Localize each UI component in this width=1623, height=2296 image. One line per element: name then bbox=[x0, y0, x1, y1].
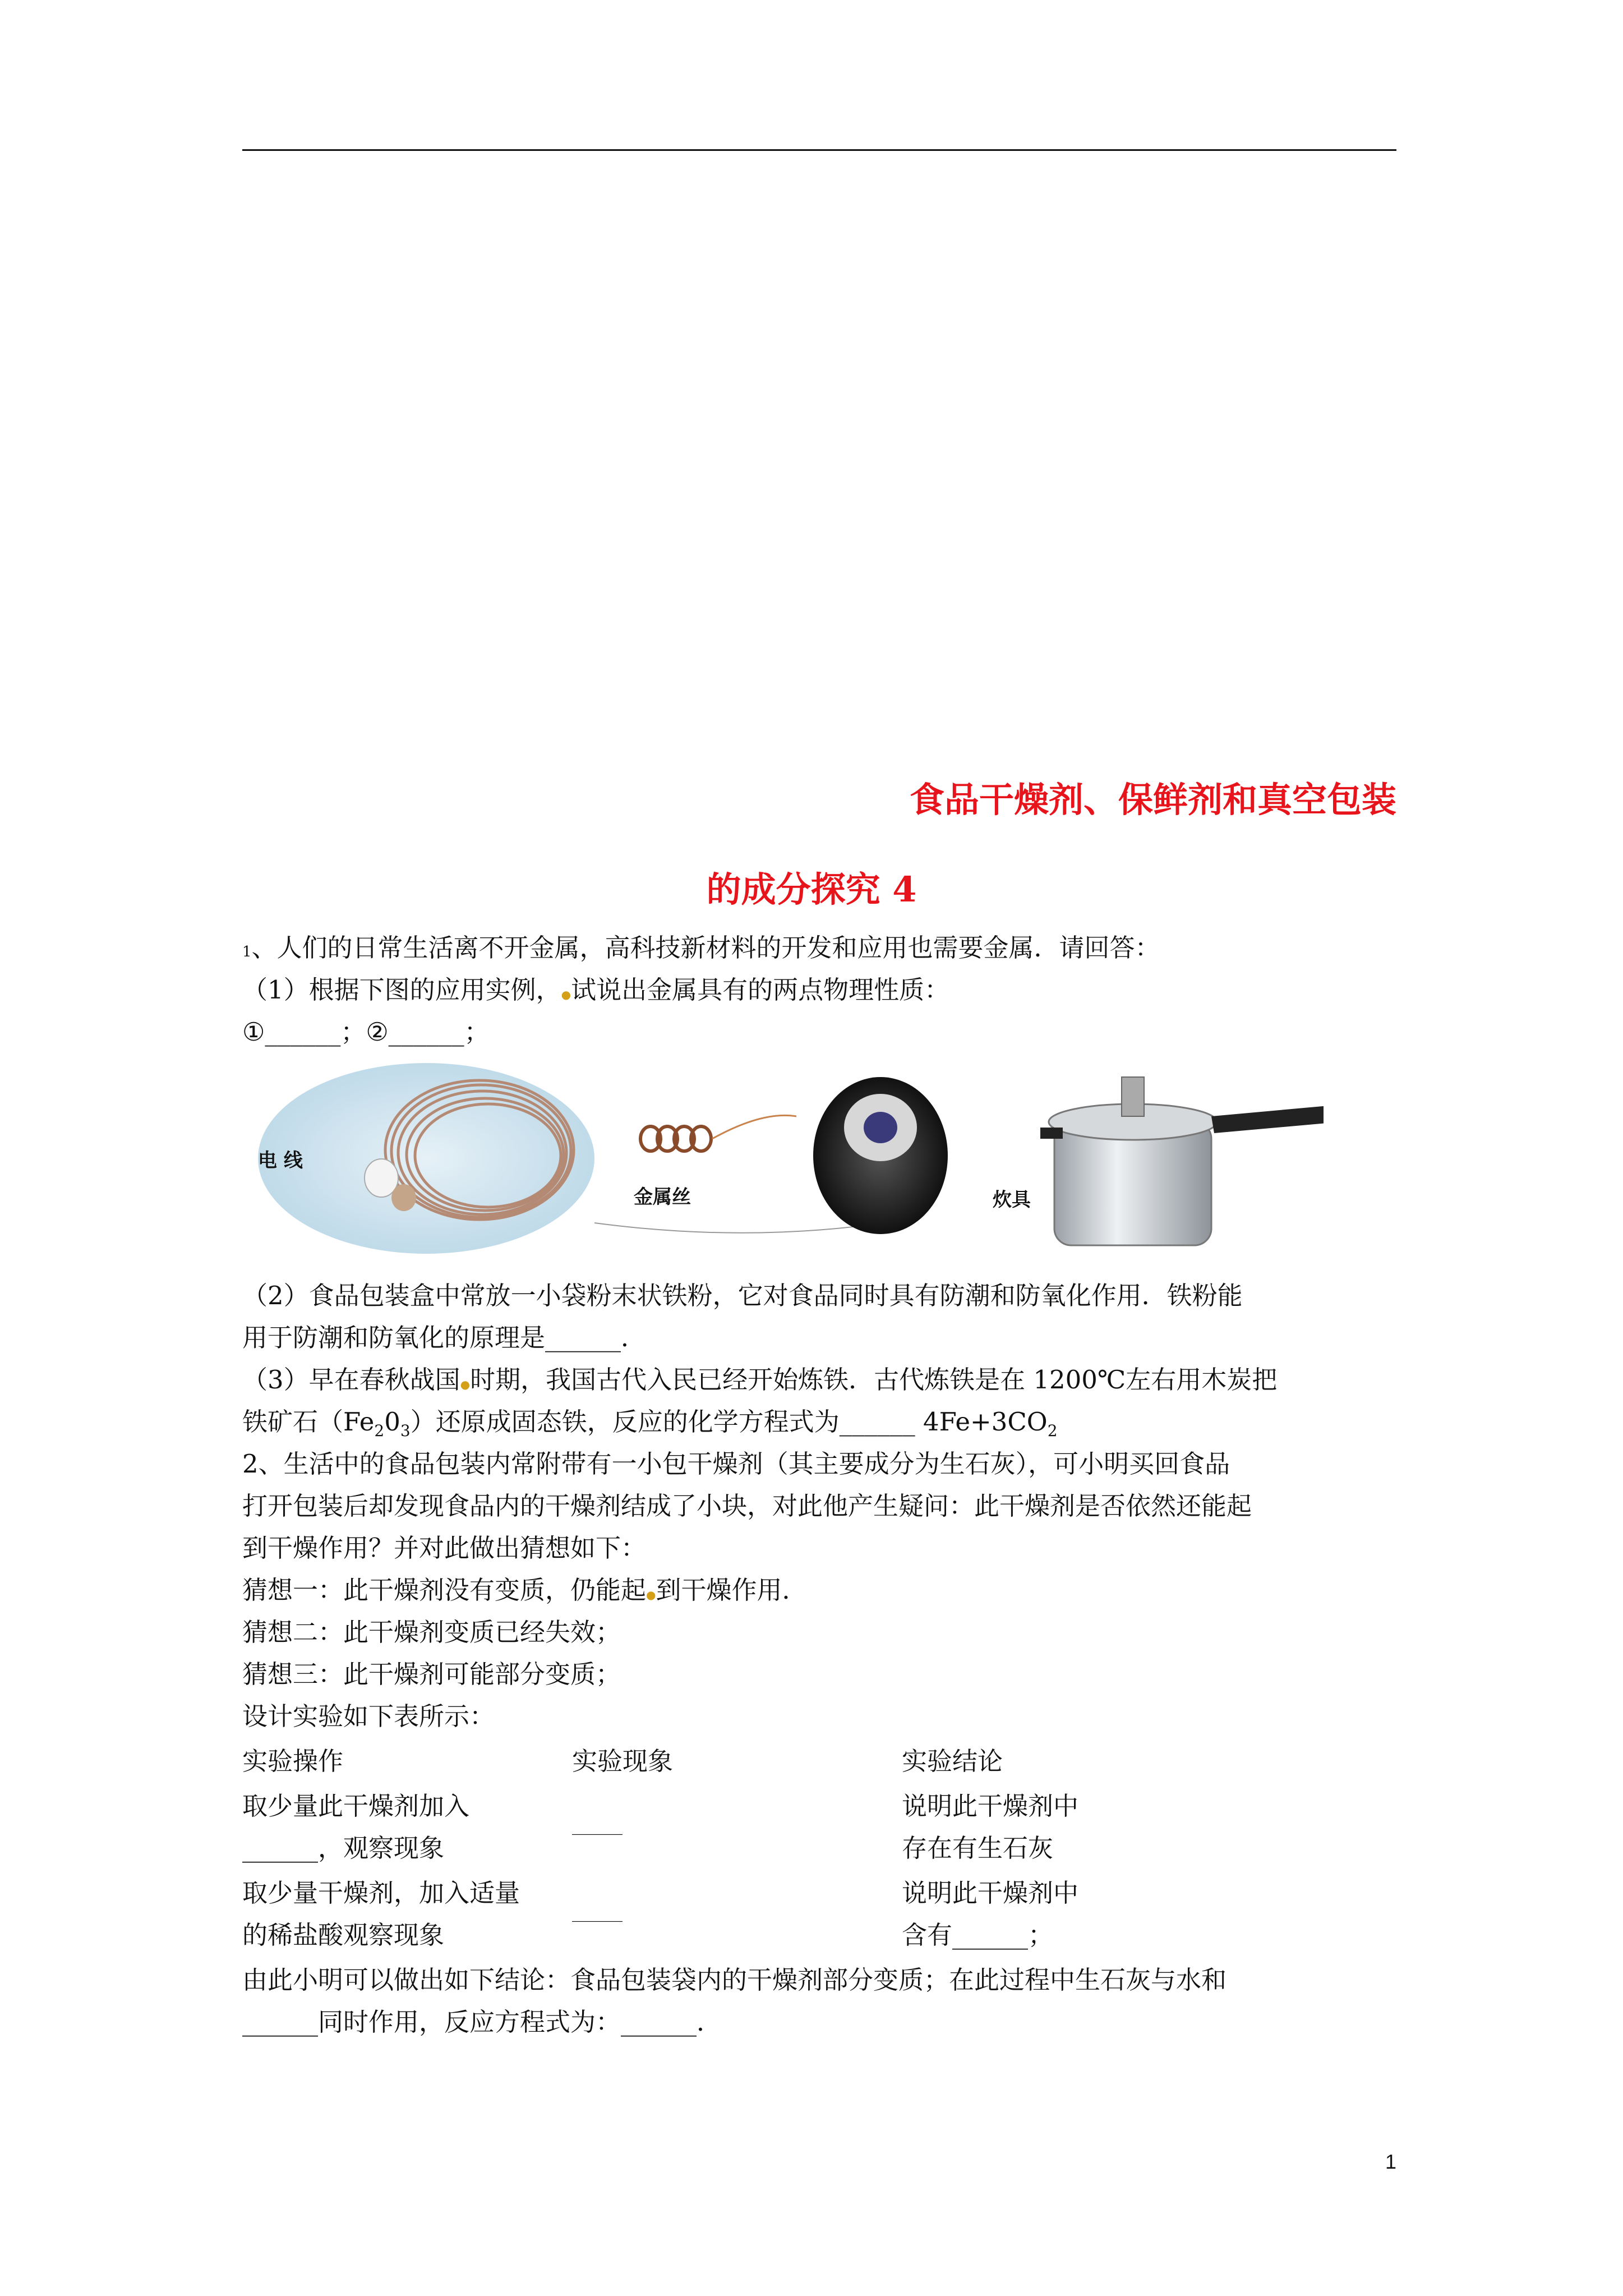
q2-line1: 2、生活中的食品包装内常附带有一小包干燥剂（其主要成分为生石灰），可小明买回食品 bbox=[242, 1449, 1230, 1479]
table-header-conclusion: 实验结论 bbox=[902, 1746, 1003, 1776]
table-row1-conclusion-line1: 说明此干燥剂中 bbox=[902, 1791, 1079, 1821]
table-row2-phenomenon: ______ bbox=[572, 1903, 623, 1922]
title-line-2: 的成分探究 4 bbox=[706, 869, 917, 910]
table-row1-conclusion-line2: 存在有生石灰 bbox=[902, 1833, 1054, 1863]
table-header-phenomenon: 实验现象 bbox=[572, 1746, 674, 1776]
table-row1-op-line2: ______，观察现象 bbox=[242, 1833, 445, 1863]
q1-part3-b: 时期，我国古代入民已经开始炼铁．古代炼铁是在 1200℃左右用木炭把 bbox=[470, 1365, 1278, 1395]
title-line-1: 食品干燥剂、保鲜剂和真空包装 bbox=[909, 779, 1396, 820]
dot-mark: ● bbox=[460, 1378, 471, 1391]
q1-part3-line1 bbox=[242, 1363, 1277, 1401]
q1-stem-text: 、人们的日常生活离不开金属，高科技新材料的开发和应用也需要金属．请回答： bbox=[251, 933, 1160, 963]
q2-line2: 打开包装后却发现食品内的干燥剂结成了小块，对此他产生疑问：此干燥剂是否依然还能起 bbox=[242, 1491, 1252, 1521]
q1-part3-line2-c: ）还原成固态铁，反应的化学方程式为______ 4Fe+3CO bbox=[410, 1407, 1048, 1437]
q1-part3-line2-b: 0 bbox=[384, 1407, 400, 1437]
q2-guess1 bbox=[242, 1573, 807, 1612]
pressure-cooker-image bbox=[992, 1077, 1324, 1245]
table-row1-phenomenon: ______ bbox=[572, 1816, 623, 1835]
q2-conclusion-line1: 由此小明可以做出如下结论：食品包装袋内的干燥剂部分变质；在此过程中生石灰与水和 bbox=[242, 1965, 1227, 1995]
page-number: 1 bbox=[1385, 2150, 1396, 2173]
dot-mark: ● bbox=[561, 988, 571, 1001]
q1-part3-line2-a: 铁矿石（Fe bbox=[242, 1407, 375, 1437]
wire-coil-image bbox=[258, 1063, 594, 1254]
q1-part1-a: （1）根据下图的应用实例， bbox=[242, 975, 561, 1005]
caption-wire: 电 线 bbox=[258, 1149, 303, 1172]
caption-cookware: 炊具 bbox=[993, 1189, 1031, 1211]
table-row2-conclusion-line1: 说明此干燥剂中 bbox=[902, 1878, 1079, 1908]
dot-mark: ● bbox=[646, 1588, 656, 1602]
table-row1-op-line1: 取少量此干燥剂加入 bbox=[242, 1791, 470, 1821]
table-row2-op-line2: 的稀盐酸观察现象 bbox=[242, 1920, 445, 1950]
q1-part3-a: （3）早在春秋战国 bbox=[242, 1365, 460, 1395]
q1-number: 1 bbox=[242, 944, 252, 960]
q2-guess1-b: 到干燥作用． bbox=[656, 1575, 808, 1605]
metal-uses-figure bbox=[258, 1055, 1324, 1262]
q1-part3-line2 bbox=[242, 1405, 1058, 1448]
q1-stem bbox=[242, 931, 1160, 969]
sub-2: 2 bbox=[374, 1421, 385, 1440]
q2-conclusion-line2: ______同时作用，反应方程式为：______． bbox=[242, 2007, 722, 2037]
q1-part1 bbox=[242, 973, 949, 1011]
header-rule bbox=[242, 149, 1396, 151]
q1-blanks: ①______；②______； bbox=[242, 1017, 490, 1047]
q2-design: 设计实验如下表所示： bbox=[242, 1701, 495, 1731]
q1-part1-b: 试说出金属具有的两点物理性质： bbox=[571, 975, 950, 1005]
q2-line3: 到干燥作用？并对此做出猜想如下： bbox=[242, 1533, 647, 1563]
metal-wire-spool-image bbox=[594, 1077, 948, 1234]
q2-guess3: 猜想三：此干燥剂可能部分变质； bbox=[242, 1659, 621, 1689]
q1-part2-line1: （2）食品包装盒中常放一小袋粉末状铁粉，它对食品同时具有防潮和防氧化作用．铁粉能 bbox=[242, 1281, 1243, 1310]
sub-co2: 2 bbox=[1047, 1421, 1058, 1440]
caption-metal-wire: 金属丝 bbox=[634, 1186, 691, 1208]
q2-guess2: 猜想二：此干燥剂变质已经失效； bbox=[242, 1617, 621, 1647]
table-row2-conclusion-line2: 含有______； bbox=[902, 1920, 1054, 1950]
table-row2-op-line1: 取少量干燥剂，加入适量 bbox=[242, 1878, 520, 1908]
q2-guess1-a: 猜想一：此干燥剂没有变质，仍能起 bbox=[242, 1575, 647, 1605]
q1-part2-line2: 用于防潮和防氧化的原理是______． bbox=[242, 1323, 647, 1352]
table-header-operation: 实验操作 bbox=[242, 1746, 344, 1776]
sub-3: 3 bbox=[400, 1421, 411, 1440]
